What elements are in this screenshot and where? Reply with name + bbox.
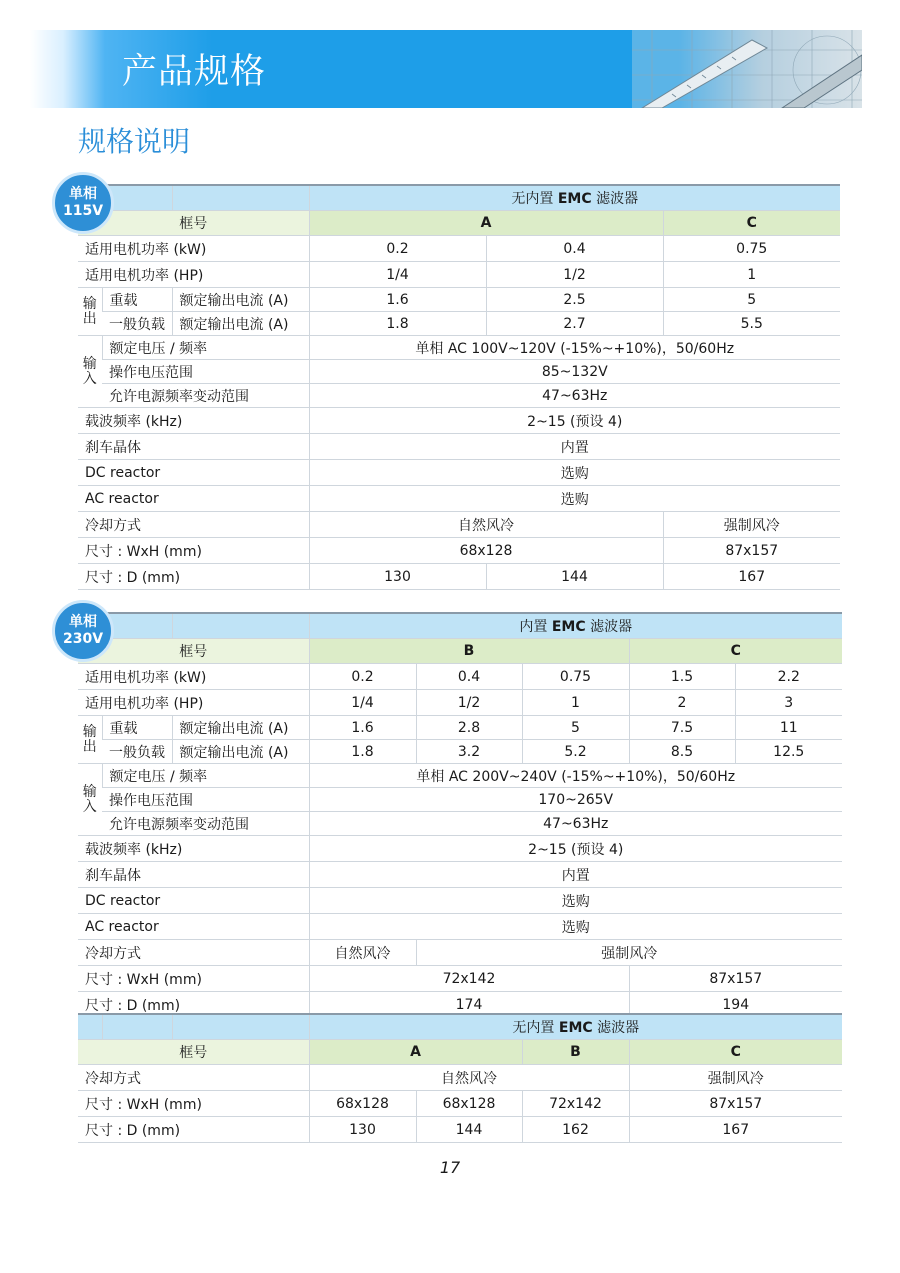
- frame-cell: A: [309, 1040, 522, 1065]
- table-row: [78, 434, 840, 460]
- table-cell: 0.75: [522, 664, 629, 690]
- table-cell: 3.2: [416, 740, 522, 764]
- table-row: [78, 664, 842, 690]
- frame-cell: C: [663, 211, 840, 236]
- row-label: 冷却方式: [78, 512, 309, 538]
- table-row: [78, 764, 842, 788]
- row-label: 适用电机功率 (HP): [78, 262, 309, 288]
- table-row: [78, 740, 842, 764]
- frame-label: 框号: [78, 639, 309, 664]
- row-label: 一般负载: [102, 740, 172, 764]
- row-label: 允许电源频率变动范围: [102, 384, 309, 408]
- row-label: 额定输出电流 (A): [172, 312, 309, 336]
- frame-cell: B: [309, 639, 629, 664]
- table-row: [78, 812, 842, 836]
- table-row: [78, 360, 840, 384]
- table-row: [78, 538, 840, 564]
- row-label: 冷却方式: [78, 1065, 309, 1091]
- frame-cell: A: [309, 211, 663, 236]
- row-label: 尺寸 : D (mm): [78, 564, 309, 590]
- table-cell: 自然风冷: [309, 512, 663, 538]
- table-cell: 1: [522, 690, 629, 716]
- filter-header: 无内置 EMC 滤波器: [309, 1014, 842, 1040]
- table-cell: 5.2: [522, 740, 629, 764]
- table-cell: 167: [629, 1117, 842, 1143]
- section-title: 规格说明: [78, 125, 191, 158]
- header-banner: [30, 30, 862, 108]
- table-cell: 5: [663, 288, 840, 312]
- table-cell: 1: [663, 262, 840, 288]
- table-cell: 2.5: [486, 288, 663, 312]
- table-cell: 内置: [309, 862, 842, 888]
- row-label: 刹车晶体: [78, 862, 309, 888]
- table-cell: 1.8: [309, 312, 486, 336]
- table-cell: 1.6: [309, 288, 486, 312]
- row-label: 额定输出电流 (A): [172, 740, 309, 764]
- table-row: [78, 564, 840, 590]
- table-cell: 1.6: [309, 716, 416, 740]
- input-group-label: 输入: [78, 336, 102, 408]
- table-cell: 自然风冷: [309, 1065, 629, 1091]
- row-label: 额定输出电流 (A): [172, 288, 309, 312]
- frame-cell: C: [629, 1040, 842, 1065]
- output-group-label: 输出: [78, 288, 102, 336]
- table-cell: 0.4: [486, 236, 663, 262]
- table-cell: 自然风冷: [309, 940, 416, 966]
- table-cell: 0.4: [416, 664, 522, 690]
- table-cell: 1.8: [309, 740, 416, 764]
- badge-voltage: 115V: [62, 203, 104, 219]
- row-label: DC reactor: [78, 460, 309, 486]
- spec-table-115v: [78, 184, 840, 590]
- badge-phase: 单相: [69, 614, 97, 630]
- table-row: [78, 862, 842, 888]
- row-label: 尺寸 : WxH (mm): [78, 1091, 309, 1117]
- table-cell: 5.5: [663, 312, 840, 336]
- table-cell: 单相 AC 200V~240V (-15%~+10%)，50/60Hz: [309, 764, 842, 788]
- table-row: [78, 236, 840, 262]
- table-cell: 130: [309, 1117, 416, 1143]
- table-row: [78, 288, 840, 312]
- table-row: [78, 914, 842, 940]
- table-row: [78, 690, 842, 716]
- table-cell: 强制风冷: [416, 940, 842, 966]
- table-row: [78, 716, 842, 740]
- table-cell: 12.5: [735, 740, 842, 764]
- spec-table-230v: [78, 612, 842, 1018]
- table-cell: 47~63Hz: [309, 812, 842, 836]
- table-row: [78, 1065, 842, 1091]
- frame-label: 框号: [78, 211, 309, 236]
- table-cell: 68x128: [309, 1091, 416, 1117]
- table-cell: 2.8: [416, 716, 522, 740]
- voltage-badge-115v: [52, 172, 114, 234]
- table-cell: 170~265V: [309, 788, 842, 812]
- table-cell: 167: [663, 564, 840, 590]
- table-cell: 2.2: [735, 664, 842, 690]
- table-cell: 5: [522, 716, 629, 740]
- table-cell: 130: [309, 564, 486, 590]
- row-label: 尺寸 : D (mm): [78, 1117, 309, 1143]
- table-row: [78, 1091, 842, 1117]
- frame-cell: B: [522, 1040, 629, 1065]
- table-cell: 144: [416, 1117, 522, 1143]
- table-cell: 8.5: [629, 740, 735, 764]
- filter-header: 无内置 EMC 滤波器: [309, 185, 840, 211]
- table-row: [78, 788, 842, 812]
- row-label: 额定电压 / 频率: [102, 764, 309, 788]
- table-cell: 174: [309, 992, 629, 1018]
- table-cell: 72x142: [522, 1091, 629, 1117]
- table-row: [78, 460, 840, 486]
- table-cell: 87x157: [629, 1091, 842, 1117]
- table-row: [78, 384, 840, 408]
- table-cell: 85~132V: [309, 360, 840, 384]
- table-row: [78, 512, 840, 538]
- table-row: [78, 1117, 842, 1143]
- input-group-label: 输入: [78, 764, 102, 836]
- row-label: 尺寸 : WxH (mm): [78, 538, 309, 564]
- table-cell: 11: [735, 716, 842, 740]
- table-cell: 2~15 (预设 4): [309, 836, 842, 862]
- table-cell: 87x157: [629, 966, 842, 992]
- table-cell: 68x128: [309, 538, 663, 564]
- table-cell: 强制风冷: [629, 1065, 842, 1091]
- table-cell: 选购: [309, 486, 840, 512]
- row-label: 冷却方式: [78, 940, 309, 966]
- table-cell: 1/2: [486, 262, 663, 288]
- page-number: 17: [439, 1158, 461, 1177]
- row-label: 载波频率 (kHz): [78, 408, 309, 434]
- row-label: 额定电压 / 频率: [102, 336, 309, 360]
- table-row: [78, 486, 840, 512]
- output-group-label: 输出: [78, 716, 102, 764]
- row-label: 尺寸 : WxH (mm): [78, 966, 309, 992]
- badge-phase: 单相: [69, 186, 97, 202]
- row-label: 适用电机功率 (kW): [78, 236, 309, 262]
- table-row: [78, 312, 840, 336]
- table-cell: 0.2: [309, 236, 486, 262]
- table-cell: 选购: [309, 888, 842, 914]
- table-cell: 72x142: [309, 966, 629, 992]
- frame-label: 框号: [78, 1040, 309, 1065]
- row-label: 刹车晶体: [78, 434, 309, 460]
- table-cell: 强制风冷: [663, 512, 840, 538]
- row-label: 适用电机功率 (kW): [78, 664, 309, 690]
- table-cell: 0.75: [663, 236, 840, 262]
- table-row: [78, 966, 842, 992]
- row-label: DC reactor: [78, 888, 309, 914]
- table-cell: 2: [629, 690, 735, 716]
- table-cell: 162: [522, 1117, 629, 1143]
- table-cell: 内置: [309, 434, 840, 460]
- table-cell: 选购: [309, 914, 842, 940]
- row-label: AC reactor: [78, 914, 309, 940]
- table-row: [78, 888, 842, 914]
- row-label: 重载: [102, 716, 172, 740]
- table-cell: 7.5: [629, 716, 735, 740]
- table-cell: 2~15 (预设 4): [309, 408, 840, 434]
- table-cell: 1/2: [416, 690, 522, 716]
- row-label: 适用电机功率 (HP): [78, 690, 309, 716]
- table-row: [78, 336, 840, 360]
- filter-header: 内置 EMC 滤波器: [309, 613, 842, 639]
- row-label: 额定输出电流 (A): [172, 716, 309, 740]
- row-label: 一般负载: [102, 312, 172, 336]
- table-cell: 47~63Hz: [309, 384, 840, 408]
- row-label: 操作电压范围: [102, 788, 309, 812]
- badge-voltage: 230V: [62, 631, 104, 647]
- page-title: 产品规格: [122, 52, 267, 92]
- table-row: [78, 940, 842, 966]
- row-label: 载波频率 (kHz): [78, 836, 309, 862]
- row-label: 尺寸 : D (mm): [78, 992, 309, 1018]
- table-cell: 1.5: [629, 664, 735, 690]
- table-cell: 单相 AC 100V~120V (-15%~+10%)，50/60Hz: [309, 336, 840, 360]
- table-row: [78, 408, 840, 434]
- table-cell: 194: [629, 992, 842, 1018]
- row-label: 操作电压范围: [102, 360, 309, 384]
- drafting-tools-illustration: [632, 30, 862, 108]
- voltage-badge-230v: [52, 600, 114, 662]
- table-cell: 2.7: [486, 312, 663, 336]
- table-cell: 3: [735, 690, 842, 716]
- table-cell: 1/4: [309, 690, 416, 716]
- frame-cell: C: [629, 639, 842, 664]
- row-label: 允许电源频率变动范围: [102, 812, 309, 836]
- table-cell: 87x157: [663, 538, 840, 564]
- table-cell: 0.2: [309, 664, 416, 690]
- table-cell: 144: [486, 564, 663, 590]
- table-row: [78, 836, 842, 862]
- row-label: 重载: [102, 288, 172, 312]
- table-cell: 1/4: [309, 262, 486, 288]
- row-label: AC reactor: [78, 486, 309, 512]
- table-cell: 选购: [309, 460, 840, 486]
- table-row: [78, 262, 840, 288]
- spec-table-230v-no-filter: [78, 1013, 842, 1143]
- table-cell: 68x128: [416, 1091, 522, 1117]
